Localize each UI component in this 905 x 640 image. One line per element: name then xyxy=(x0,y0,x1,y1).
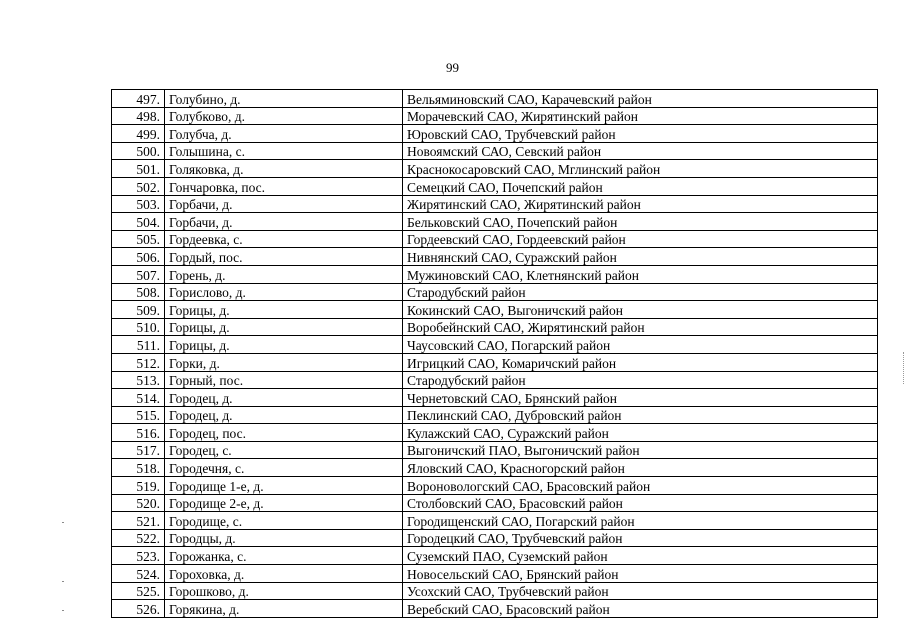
row-number-cell: 516. xyxy=(112,424,165,442)
row-number-cell: 508. xyxy=(112,283,165,301)
table-row xyxy=(112,529,878,547)
administrative-unit-cell: Семецкий САО, Почепский район xyxy=(403,177,878,195)
row-number-cell: 500. xyxy=(112,142,165,160)
administrative-unit-cell: Игрицкий САО, Комаричский район xyxy=(403,353,878,371)
row-number-cell: 505. xyxy=(112,230,165,248)
row-number-cell: 497. xyxy=(112,90,165,108)
settlement-name-cell: Горицы, д. xyxy=(165,301,403,319)
settlement-name-cell: Горякина, д. xyxy=(165,600,403,618)
row-number-cell: 518. xyxy=(112,459,165,477)
row-number-cell: 517. xyxy=(112,441,165,459)
administrative-unit-cell: Пеклинский САО, Дубровский район xyxy=(403,406,878,424)
settlement-name-cell: Гордеевка, с. xyxy=(165,230,403,248)
table-row xyxy=(112,600,878,618)
table-row xyxy=(112,441,878,459)
row-number-cell: 519. xyxy=(112,477,165,495)
settlement-name-cell: Городечня, с. xyxy=(165,459,403,477)
row-number-cell: 522. xyxy=(112,529,165,547)
administrative-unit-cell: Бельковский САО, Почепский район xyxy=(403,213,878,231)
row-number-cell: 510. xyxy=(112,318,165,336)
administrative-unit-cell: Чернетовский САО, Брянский район xyxy=(403,389,878,407)
row-number-cell: 512. xyxy=(112,353,165,371)
administrative-unit-cell: Морачевский САО, Жирятинский район xyxy=(403,107,878,125)
settlement-name-cell: Городец, пос. xyxy=(165,424,403,442)
settlement-name-cell: Городец, д. xyxy=(165,406,403,424)
settlement-name-cell: Городец, с. xyxy=(165,441,403,459)
administrative-unit-cell: Краснокосаровский САО, Мглинский район xyxy=(403,160,878,178)
settlement-name-cell: Голяковка, д. xyxy=(165,160,403,178)
table-row xyxy=(112,582,878,600)
page-number: 99 xyxy=(446,60,459,75)
administrative-unit-cell: Выгоничский ПАО, Выгоничский район xyxy=(403,441,878,459)
table-row xyxy=(112,406,878,424)
administrative-unit-cell: Стародубский район xyxy=(403,371,878,389)
scan-speck xyxy=(62,610,64,611)
settlement-name-cell: Городцы, д. xyxy=(165,529,403,547)
table-row xyxy=(112,213,878,231)
row-number-cell: 503. xyxy=(112,195,165,213)
administrative-unit-cell: Вельяминовский САО, Карачевский район xyxy=(403,90,878,108)
settlement-name-cell: Горошково, д. xyxy=(165,582,403,600)
table-row xyxy=(112,547,878,565)
table-row xyxy=(112,195,878,213)
settlement-name-cell: Голубково, д. xyxy=(165,107,403,125)
row-number-cell: 501. xyxy=(112,160,165,178)
table-row xyxy=(112,459,878,477)
table-row xyxy=(112,301,878,319)
row-number-cell: 509. xyxy=(112,301,165,319)
settlement-name-cell: Городище 2-е, д. xyxy=(165,494,403,512)
settlement-name-cell: Горожанка, с. xyxy=(165,547,403,565)
row-number-cell: 513. xyxy=(112,371,165,389)
table-row xyxy=(112,371,878,389)
settlement-name-cell: Городище, с. xyxy=(165,512,403,530)
administrative-unit-cell: Воробейнский САО, Жирятинский район xyxy=(403,318,878,336)
table-row xyxy=(112,142,878,160)
table-row xyxy=(112,177,878,195)
table-row xyxy=(112,565,878,583)
row-number-cell: 521. xyxy=(112,512,165,530)
administrative-unit-cell: Усохский САО, Трубчевский район xyxy=(403,582,878,600)
settlements-table-body xyxy=(112,90,878,618)
table-row xyxy=(112,494,878,512)
administrative-unit-cell: Новоямский САО, Севский район xyxy=(403,142,878,160)
administrative-unit-cell: Кулажский САО, Суражский район xyxy=(403,424,878,442)
administrative-unit-cell: Городищенский САО, Погарский район xyxy=(403,512,878,530)
settlement-name-cell: Горицы, д. xyxy=(165,336,403,354)
table-row xyxy=(112,512,878,530)
settlements-table xyxy=(111,89,878,618)
settlement-name-cell: Голубино, д. xyxy=(165,90,403,108)
row-number-cell: 499. xyxy=(112,125,165,143)
settlement-name-cell: Горный, пос. xyxy=(165,371,403,389)
administrative-unit-cell: Столбовский САО, Брасовский район xyxy=(403,494,878,512)
row-number-cell: 524. xyxy=(112,565,165,583)
settlement-name-cell: Горислово, д. xyxy=(165,283,403,301)
table-row xyxy=(112,160,878,178)
table-row xyxy=(112,336,878,354)
settlement-name-cell: Горбачи, д. xyxy=(165,195,403,213)
administrative-unit-cell: Кокинский САО, Выгоничский район xyxy=(403,301,878,319)
administrative-unit-cell: Городецкий САО, Трубчевский район xyxy=(403,529,878,547)
administrative-unit-cell: Стародубский район xyxy=(403,283,878,301)
row-number-cell: 526. xyxy=(112,600,165,618)
row-number-cell: 515. xyxy=(112,406,165,424)
administrative-unit-cell: Нивнянский САО, Суражский район xyxy=(403,248,878,266)
settlement-name-cell: Городище 1-е, д. xyxy=(165,477,403,495)
settlement-name-cell: Гончаровка, пос. xyxy=(165,177,403,195)
row-number-cell: 525. xyxy=(112,582,165,600)
table-row xyxy=(112,318,878,336)
administrative-unit-cell: Новосельский САО, Брянский район xyxy=(403,565,878,583)
row-number-cell: 506. xyxy=(112,248,165,266)
row-number-cell: 523. xyxy=(112,547,165,565)
row-number-cell: 511. xyxy=(112,336,165,354)
table-row xyxy=(112,107,878,125)
settlement-name-cell: Горки, д. xyxy=(165,353,403,371)
administrative-unit-cell: Вороновологский САО, Брасовский район xyxy=(403,477,878,495)
table-row xyxy=(112,424,878,442)
settlement-name-cell: Горбачи, д. xyxy=(165,213,403,231)
table-row xyxy=(112,389,878,407)
administrative-unit-cell: Чаусовский САО, Погарский район xyxy=(403,336,878,354)
table-row xyxy=(112,90,878,108)
table-row xyxy=(112,265,878,283)
settlement-name-cell: Голубча, д. xyxy=(165,125,403,143)
scan-speck xyxy=(62,522,64,523)
table-row xyxy=(112,125,878,143)
settlement-name-cell: Горицы, д. xyxy=(165,318,403,336)
row-number-cell: 502. xyxy=(112,177,165,195)
administrative-unit-cell: Мужиновский САО, Клетнянский район xyxy=(403,265,878,283)
settlement-name-cell: Горень, д. xyxy=(165,265,403,283)
administrative-unit-cell: Суземский ПАО, Суземский район xyxy=(403,547,878,565)
row-number-cell: 507. xyxy=(112,265,165,283)
table-row xyxy=(112,230,878,248)
settlement-name-cell: Городец, д. xyxy=(165,389,403,407)
row-number-cell: 520. xyxy=(112,494,165,512)
settlement-name-cell: Гордый, пос. xyxy=(165,248,403,266)
table-row xyxy=(112,283,878,301)
table-row xyxy=(112,248,878,266)
scan-speck xyxy=(62,581,64,582)
administrative-unit-cell: Гордеевский САО, Гордеевский район xyxy=(403,230,878,248)
settlement-name-cell: Гороховка, д. xyxy=(165,565,403,583)
row-number-cell: 498. xyxy=(112,107,165,125)
settlement-name-cell: Голышина, с. xyxy=(165,142,403,160)
administrative-unit-cell: Яловский САО, Красногорский район xyxy=(403,459,878,477)
administrative-unit-cell: Жирятинский САО, Жирятинский район xyxy=(403,195,878,213)
table-row xyxy=(112,477,878,495)
administrative-unit-cell: Веребский САО, Брасовский район xyxy=(403,600,878,618)
administrative-unit-cell: Юровский САО, Трубчевский район xyxy=(403,125,878,143)
row-number-cell: 504. xyxy=(112,213,165,231)
table-row xyxy=(112,353,878,371)
row-number-cell: 514. xyxy=(112,389,165,407)
